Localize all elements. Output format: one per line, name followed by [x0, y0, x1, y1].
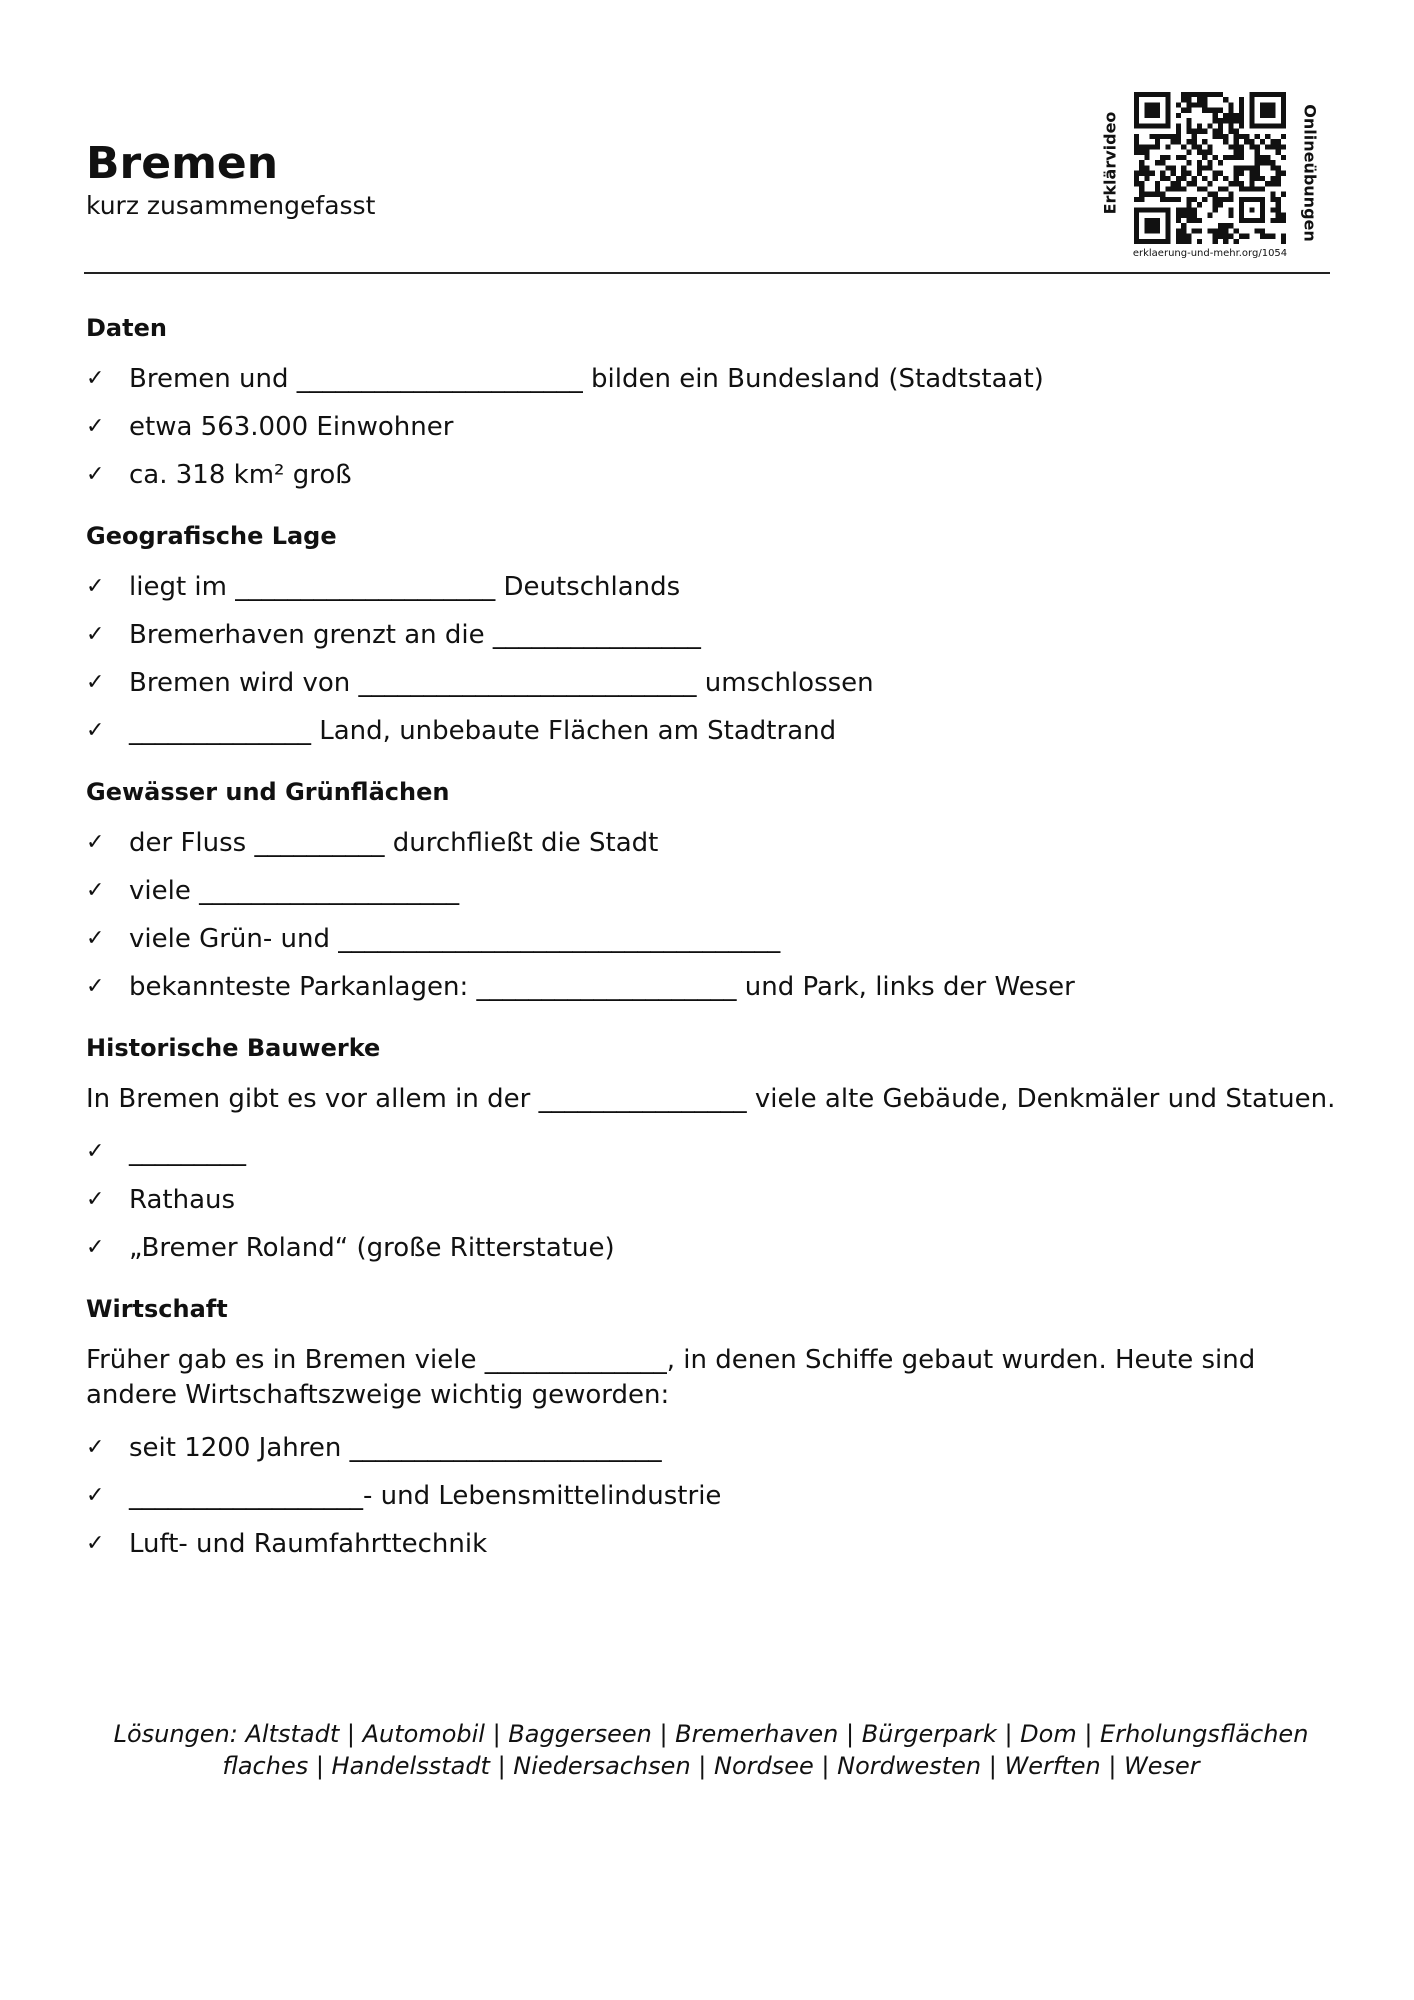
section-daten [86, 312, 1336, 506]
list-item: ✓ viele ____________________ [86, 876, 460, 906]
list-item: ✓ seit 1200 Jahren ________________________ [86, 1433, 662, 1463]
check-icon: ✓ [86, 366, 105, 391]
section-title: Daten [86, 314, 167, 342]
section-lage [86, 520, 1336, 762]
check-icon: ✓ [86, 878, 105, 903]
header [86, 138, 375, 222]
check-icon: ✓ [86, 974, 105, 999]
check-icon: ✓ [86, 1235, 105, 1260]
list-item: ✓ der Fluss __________ durchfließt die Stadt [86, 828, 659, 858]
section-title: Geografische Lage [86, 522, 337, 550]
check-icon: ✓ [86, 670, 105, 695]
check-icon: ✓ [86, 1531, 105, 1556]
page-title: Bremen [86, 138, 279, 189]
checklist [86, 362, 1336, 506]
section-gewaesser [86, 776, 1336, 1018]
check-icon: ✓ [86, 926, 105, 951]
qr-left-label: Erklärvideo [1100, 111, 1120, 215]
list-item: ✓ Bremen und ______________________ bilden ein Bundesland (Stadtstaat) [86, 364, 1044, 394]
checklist [86, 570, 1336, 762]
header-divider [84, 272, 1330, 274]
checklist [86, 1135, 1336, 1279]
section-intro: In Bremen gibt es vor allem in der ________________ viele alte Gebäude, Denkmäler und Statuen. [86, 1084, 1336, 1114]
check-icon: ✓ [86, 1187, 105, 1212]
check-icon: ✓ [86, 414, 105, 439]
section-title: Historische Bauwerke [86, 1034, 381, 1062]
check-icon: ✓ [86, 574, 105, 599]
list-item: ✓ etwa 563.000 Einwohner [86, 412, 454, 442]
worksheet-content [86, 312, 1336, 1589]
section-intro: Früher gab es in Bremen viele ______________, in denen Schiffe gebaut wurden. Heute sind andere Wirtschaftszweige wichtig geworden: [86, 1345, 1256, 1410]
check-icon: ✓ [86, 1435, 105, 1460]
qr-code-image[interactable] [1134, 92, 1286, 244]
list-item: ✓ Bremerhaven grenzt an die ________________ [86, 620, 701, 650]
page-subtitle: kurz zusammengefasst [86, 191, 376, 220]
section-title: Wirtschaft [86, 1295, 228, 1323]
check-icon: ✓ [86, 462, 105, 487]
list-item: ✓ Rathaus [86, 1185, 236, 1215]
qr-url: erklaerung-und-mehr.org/1054 [1132, 248, 1288, 259]
list-item: ✓ ca. 318 km² groß [86, 460, 352, 490]
section-wirtschaft [86, 1293, 1336, 1575]
list-item: ✓ liegt im ____________________ Deutschlands [86, 572, 681, 602]
list-item: ✓ „Bremer Roland“ (große Ritterstatue) [86, 1233, 615, 1263]
qr-block [1090, 88, 1330, 268]
list-item: ✓ viele Grün- und __________________________________ [86, 924, 781, 954]
section-bauwerke [86, 1032, 1336, 1279]
check-icon: ✓ [86, 1139, 105, 1164]
check-icon: ✓ [86, 718, 105, 743]
list-item: ✓ __________________- und Lebensmittelindustrie [86, 1481, 722, 1511]
check-icon: ✓ [86, 830, 105, 855]
list-item: ✓ Bremen wird von __________________________ umschlossen [86, 668, 874, 698]
list-item: ✓ Luft- und Raumfahrttechnik [86, 1529, 488, 1559]
solutions-line-1: Lösungen: Altstadt | Automobil | Baggerseen | Bremerhaven | Bürgerpark | Dom | Erholungsflächen [113, 1720, 1309, 1748]
list-item: ✓ ______________ Land, unbebaute Flächen am Stadtrand [86, 716, 837, 746]
list-item: ✓ bekannteste Parkanlagen: ____________________ und Park, links der Weser [86, 972, 1075, 1002]
list-item: ✓ _________ [86, 1137, 246, 1167]
check-icon: ✓ [86, 622, 105, 647]
checklist [86, 826, 1336, 1018]
solutions-line-2: flaches | Handelsstadt | Niedersachsen | Nordsee | Nordwesten | Werften | Weser [222, 1752, 1200, 1780]
solutions-box [86, 1718, 1336, 1782]
qr-right-label: Onlineübungen [1300, 104, 1320, 242]
checklist [86, 1431, 1336, 1575]
section-title: Gewässer und Grünflächen [86, 778, 450, 806]
check-icon: ✓ [86, 1483, 105, 1508]
